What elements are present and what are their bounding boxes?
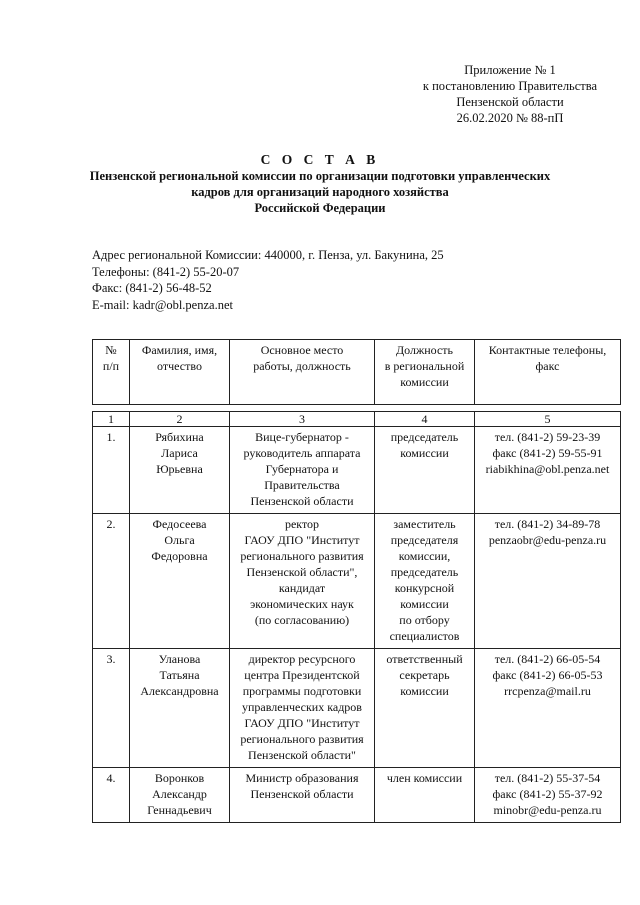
member-workplace-line: руководитель аппарата (243, 446, 361, 460)
member-name-line: Александровна (140, 684, 219, 698)
member-name (130, 649, 230, 768)
member-name (130, 514, 230, 649)
document-title (0, 152, 640, 216)
table-gap (93, 405, 621, 412)
email-line: E-mail: kadr@obl.penza.net (92, 297, 233, 312)
gap-cell (475, 405, 621, 412)
table-header-row (93, 340, 621, 405)
contacts-block (92, 247, 444, 313)
member-workplace (230, 427, 375, 514)
member-role-line: председатель (390, 565, 459, 579)
member-name-line: Александр (152, 787, 207, 801)
phones-line: Телефоны: (841-2) 55-20-07 (92, 264, 240, 279)
member-contacts (475, 768, 621, 823)
member-contacts (475, 427, 621, 514)
member-workplace-line: ГАОУ ДПО "Институт (244, 716, 360, 730)
header-cell-line: факс (535, 359, 560, 373)
member-contacts-line: тел. (841-2) 59-23-39 (494, 430, 601, 444)
member-workplace-line: регионального развития (240, 732, 364, 746)
title-line: Российской Федерации (254, 201, 386, 215)
member-role (375, 514, 475, 649)
header-cell (93, 340, 130, 405)
header-cell-line: Фамилия, имя, (141, 343, 218, 357)
member-role-line: конкурсной (394, 581, 455, 595)
member-workplace-line: ГАОУ ДПО "Институт (244, 533, 360, 547)
member-name-line: Татьяна (159, 668, 200, 682)
member-workplace-line: Пензенской области" (248, 748, 356, 762)
member-workplace-line: директор ресурсного (248, 652, 356, 666)
member-contacts-line: факс (841-2) 59-55-91 (492, 446, 603, 460)
row-number: 1. (93, 427, 130, 514)
member-contacts-line: тел. (841-2) 55-37-54 (494, 771, 601, 785)
member-contacts-line: факс (841-2) 66-05-53 (492, 668, 603, 682)
row-number: 3. (93, 649, 130, 768)
member-name-line: Юрьевна (156, 462, 203, 476)
member-contacts-line: rrcpenza@mail.ru (504, 684, 591, 698)
header-cell-line: Контактные телефоны, (488, 343, 607, 357)
member-role-line: секретарь (399, 668, 450, 682)
header-cell (375, 340, 475, 405)
address-line: Адрес региональной Комиссии: 440000, г. Пенза, ул. Бакунина, 25 (92, 248, 444, 262)
member-contacts (475, 649, 621, 768)
appendix-line: Пензенской области (456, 95, 564, 109)
member-workplace-line: регионального развития (240, 549, 364, 563)
table-row (93, 427, 621, 514)
member-workplace-line: ректор (284, 517, 320, 531)
member-role-line: председатель (390, 430, 459, 444)
member-workplace-line: Правительства (264, 478, 340, 492)
member-contacts-line: minobr@edu-penza.ru (493, 803, 602, 817)
member-workplace (230, 768, 375, 823)
appendix-date-number: 26.02.2020 № 88-пП (456, 111, 564, 125)
table-body (93, 340, 621, 823)
member-role-line: член комиссии (386, 771, 463, 785)
member-role-line: по отбору (399, 613, 450, 627)
member-name (130, 768, 230, 823)
member-role-line: председателя (390, 533, 459, 547)
member-role (375, 768, 475, 823)
member-workplace (230, 649, 375, 768)
gap-cell (230, 405, 375, 412)
member-role-line: заместитель (393, 517, 456, 531)
header-cell-line: в региональной (384, 359, 465, 373)
member-name-line: Ольга (164, 533, 195, 547)
member-workplace-line: кандидат (278, 581, 326, 595)
commission-table (92, 339, 621, 823)
header-cell-line: № (105, 343, 117, 357)
member-name-line: Лариса (161, 446, 198, 460)
member-contacts-line: факс (841-2) 55-37-92 (492, 787, 603, 801)
member-contacts-line: penzaobr@edu-penza.ru (488, 533, 607, 547)
member-workplace-line: экономических наук (250, 597, 354, 611)
header-cell (230, 340, 375, 405)
fax-line: Факс: (841-2) 56-48-52 (92, 281, 212, 295)
member-workplace-line: Пензенской области (250, 494, 354, 508)
table-row (93, 514, 621, 649)
title-line: кадров для организаций народного хозяйства (191, 185, 449, 199)
table-row (93, 649, 621, 768)
member-workplace-line: Губернатора и (265, 462, 339, 476)
header-cell-line: комиссии (400, 375, 449, 389)
member-role-line: комиссии (400, 597, 449, 611)
member-contacts (475, 514, 621, 649)
header-cell-line: Должность (395, 343, 454, 357)
member-role (375, 649, 475, 768)
appendix-line: Приложение № 1 (464, 63, 556, 77)
member-role-line: комиссии (400, 684, 449, 698)
member-workplace-line: управленческих кадров (242, 700, 362, 714)
row-number: 2. (93, 514, 130, 649)
gap-cell (375, 405, 475, 412)
appendix-line: к постановлению Правительства (422, 79, 598, 93)
column-number: 4 (375, 412, 475, 427)
member-contacts-line: riabikhina@obl.penza.net (485, 462, 610, 476)
header-cell (475, 340, 621, 405)
member-name-line: Геннадьевич (147, 803, 212, 817)
gap-cell (130, 405, 230, 412)
title-heading: С О С Т А В (260, 152, 380, 167)
header-cell-line: п/п (102, 359, 120, 373)
member-workplace-line: Министр образования (245, 771, 359, 785)
appendix-block (390, 62, 630, 126)
member-name-line: Федоровна (151, 549, 208, 563)
member-workplace-line: центра Президентской (244, 668, 360, 682)
member-workplace-line: Пензенской области", (246, 565, 358, 579)
member-contacts-line: тел. (841-2) 66-05-54 (494, 652, 601, 666)
member-role-line: специалистов (389, 629, 460, 643)
member-workplace (230, 514, 375, 649)
gap-cell (93, 405, 130, 412)
member-name-line: Уланова (158, 652, 201, 666)
header-cell-line: отчество (157, 359, 202, 373)
member-name-line: Рябихина (155, 430, 204, 444)
column-number: 1 (93, 412, 130, 427)
member-name (130, 427, 230, 514)
member-role (375, 427, 475, 514)
header-cell (130, 340, 230, 405)
column-number: 2 (130, 412, 230, 427)
member-name-line: Федосеева (152, 517, 207, 531)
member-name-line: Воронков (154, 771, 205, 785)
column-number: 3 (230, 412, 375, 427)
member-role-line: ответственный (386, 652, 463, 666)
header-cell-line: Основное место (260, 343, 344, 357)
member-role-line: комиссии (400, 446, 449, 460)
member-workplace-line: (по согласованию) (254, 613, 350, 627)
row-number: 4. (93, 768, 130, 823)
title-line: Пензенской региональной комиссии по организации подготовки управленческих (89, 169, 551, 183)
member-workplace-line: программы подготовки (242, 684, 362, 698)
member-workplace-line: Пензенской области (250, 787, 354, 801)
header-cell-line: работы, должность (253, 359, 351, 373)
member-contacts-line: тел. (841-2) 34-89-78 (494, 517, 601, 531)
column-number: 5 (475, 412, 621, 427)
column-number-row (93, 412, 621, 427)
table-row (93, 768, 621, 823)
member-workplace-line: Вице-губернатор - (255, 430, 349, 444)
member-role-line: комиссии, (398, 549, 451, 563)
